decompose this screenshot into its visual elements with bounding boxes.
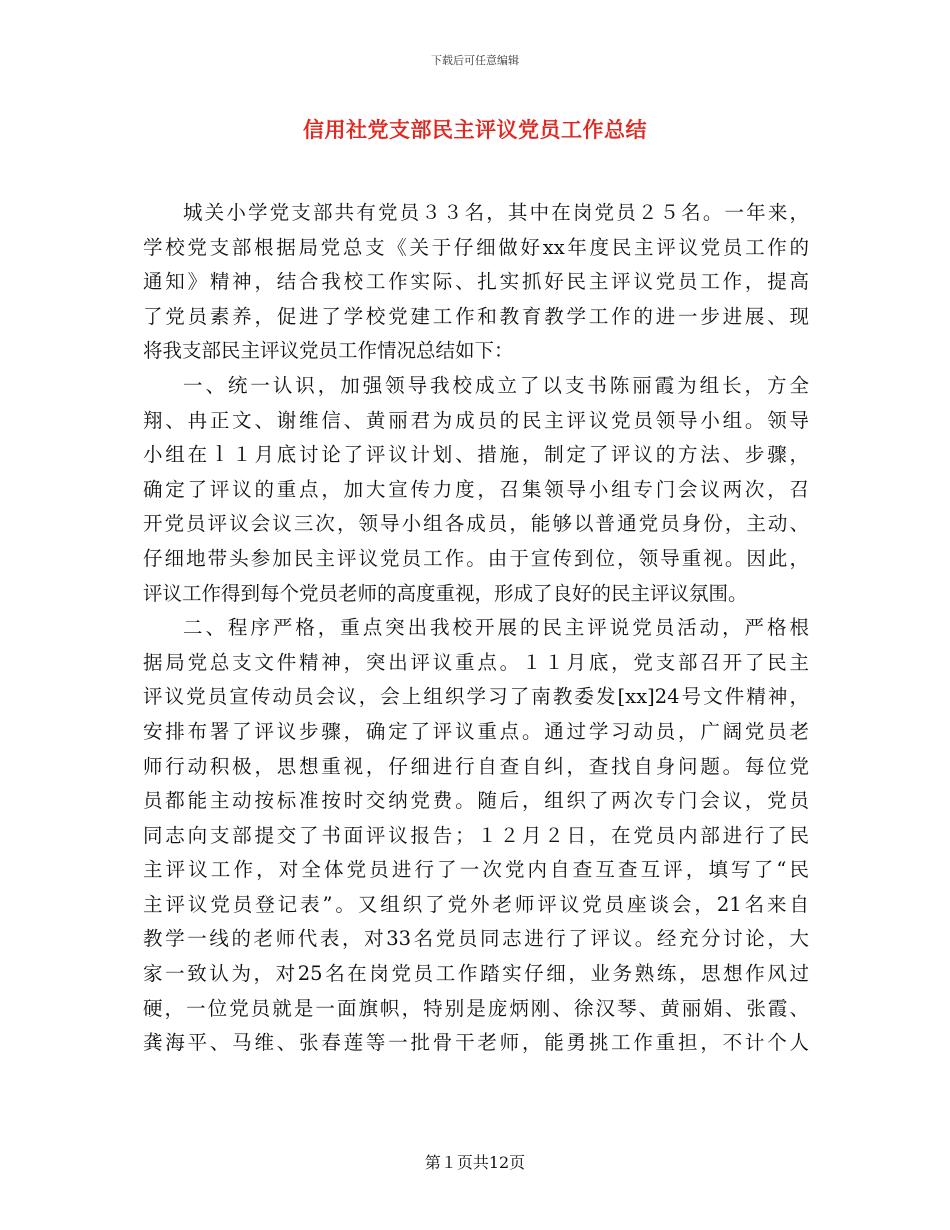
body-line: 硬，一位党员就是一面旗帜，特别是庞炳刚、徐汉琴、黄丽娟、张霞、 — [143, 996, 809, 1020]
body-line: 通知》精神，结合我校工作实际、扎实抓好民主评议党员工作，提高 — [143, 270, 809, 294]
body-line: 安排布署了评议步骤，确定了评议重点。通过学习动员，广阔党员老 — [143, 719, 809, 743]
body-line: 据局党总支文件精神，突出评议重点。１１月底，党支部召开了民主 — [143, 650, 809, 674]
body-line: 开党员评议会议三次，领导小组各成员，能够以普通党员身份，主动、 — [143, 512, 809, 536]
body-line: 小组在ｌ１月底讨论了评议计划、措施，制定了评议的方法、步骤， — [143, 443, 809, 467]
document-title: 信用社党支部民主评议党员工作总结 — [303, 117, 647, 142]
body-line: 员都能主动按标准按时交纳党费。随后，组织了两次专门会议，党员 — [143, 789, 809, 813]
body-line: 教学一线的老师代表，对33名党员同志进行了评议。经充分讨论，大 — [143, 927, 809, 951]
body-line: 了党员素养，促进了学校党建工作和教育教学工作的进一步进展、现 — [143, 304, 809, 328]
body-line: 翔、冉正文、谢维信、黄丽君为成员的民主评议党员领导小组。领导 — [143, 408, 809, 432]
body-line: 一、统一认识，加强领导我校成立了以支书陈丽霞为组长，方全 — [183, 373, 809, 397]
body-line: 主评议工作，对全体党员进行了一次党内自查互查互评，填写了“民 — [143, 858, 809, 882]
body-line: 评议工作得到每个党员老师的高度重视，形成了良好的民主评议氛围。 — [143, 581, 748, 605]
document-body — [143, 196, 809, 1061]
body-line: 评议党员宣传动员会议，会上组织学习了南教委发[xx]24号文件精神， — [143, 685, 809, 709]
body-line: 学校党支部根据局党总支《关于仔细做好xx年度民主评议党员工作的 — [143, 235, 809, 259]
body-line: 城关小学党支部共有党员３３名，其中在岗党员２５名。一年来， — [183, 201, 809, 224]
body-line: 家一致认为，对25名在岗党员工作踏实仔细，业务熟练，思想作风过 — [143, 962, 809, 986]
body-line: 确定了评议的重点，加大宣传力度，召集领导小组专门会议两次，召 — [143, 477, 809, 501]
page-header-note: 下载后可任意编辑 — [431, 54, 519, 67]
body-line: 将我支部民主评议党员工作情况总结如下： — [143, 339, 514, 363]
body-line: 师行动积极，思想重视，仔细进行自查自纠，查找自身问题。每位党 — [143, 754, 809, 778]
body-line: 二、程序严格，重点突出我校开展的民主评说党员活动，严格根 — [183, 616, 809, 640]
body-line: 同志向支部提交了书面评议报告；１２月２日，在党员内部进行了民 — [143, 823, 809, 847]
body-line: 主评议党员登记表”。又组织了党外老师评议党员座谈会，21名来自 — [143, 892, 809, 916]
body-line: 仔细地带头参加民主评议党员工作。由于宣传到位，领导重视。因此， — [143, 546, 809, 570]
page-number: 第１页共12页 — [424, 1153, 526, 1172]
body-line: 龚海平、马维、张春莲等一批骨干老师，能勇挑工作重担，不计个人 — [143, 1031, 809, 1055]
